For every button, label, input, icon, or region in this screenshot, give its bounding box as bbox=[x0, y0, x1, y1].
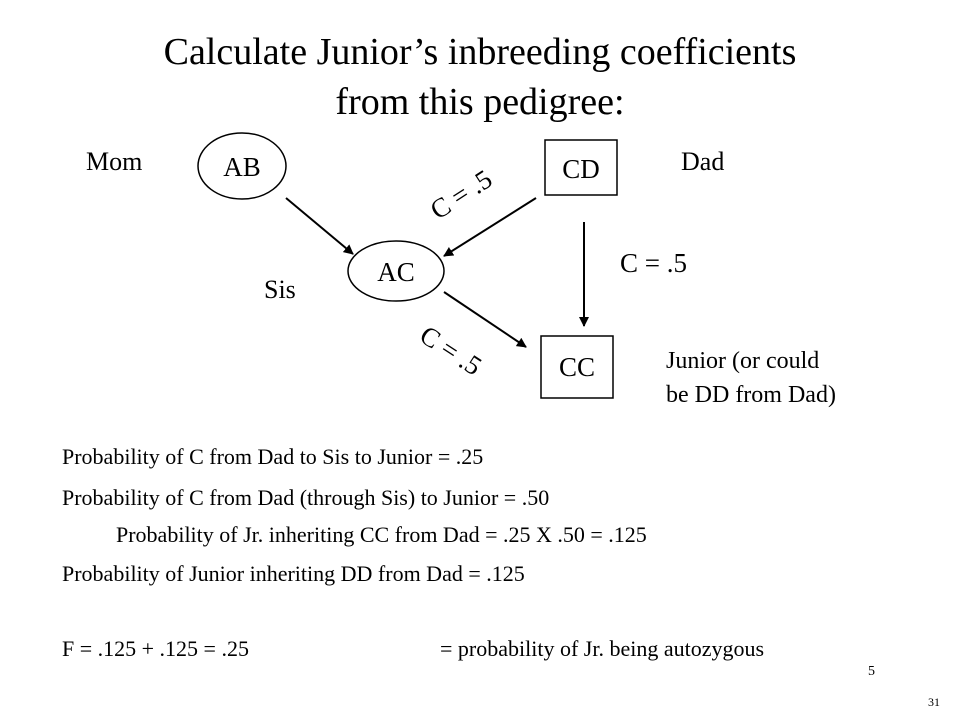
edge-label-dad-junior: C = .5 bbox=[620, 248, 687, 278]
calc-line-3: Probability of Jr. inheriting CC from Dad = .25 X .50 = .125 bbox=[116, 522, 647, 547]
calc-line-1: Probability of C from Dad to Sis to Junior = .25 bbox=[62, 444, 484, 469]
junior-label-line-1: Junior (or could bbox=[666, 348, 820, 374]
formula-right: = probability of Jr. being autozygous bbox=[440, 636, 765, 661]
dad-node-label: CD bbox=[562, 154, 600, 184]
slide-title-line-1: Calculate Junior’s inbreeding coefficients bbox=[163, 31, 797, 73]
sis-label: Sis bbox=[264, 275, 296, 304]
slide-title-line-2: from this pedigree: bbox=[335, 81, 625, 123]
edge-label-sis-junior: C = .5 bbox=[414, 319, 488, 382]
mom-label: Mom bbox=[86, 147, 143, 176]
junior-node-label: CC bbox=[558, 352, 596, 382]
arrow-mom-to-sis bbox=[286, 198, 353, 254]
slide-number: 5 bbox=[868, 664, 875, 679]
calc-line-2: Probability of C from Dad (through Sis) to Junior = .50 bbox=[62, 485, 550, 510]
page-number: 31 bbox=[928, 695, 940, 709]
formula-left: F = .125 + .125 = .25 bbox=[62, 636, 249, 661]
sis-node-label: AC bbox=[377, 257, 415, 287]
dad-label: Dad bbox=[681, 147, 725, 176]
calc-line-4: Probability of Junior inheriting DD from Dad = .125 bbox=[62, 561, 525, 586]
edge-label-dad-sis: C = .5 bbox=[424, 163, 498, 226]
mom-node-label: AB bbox=[223, 152, 261, 182]
junior-label-line-2: be DD from Dad) bbox=[666, 382, 836, 408]
